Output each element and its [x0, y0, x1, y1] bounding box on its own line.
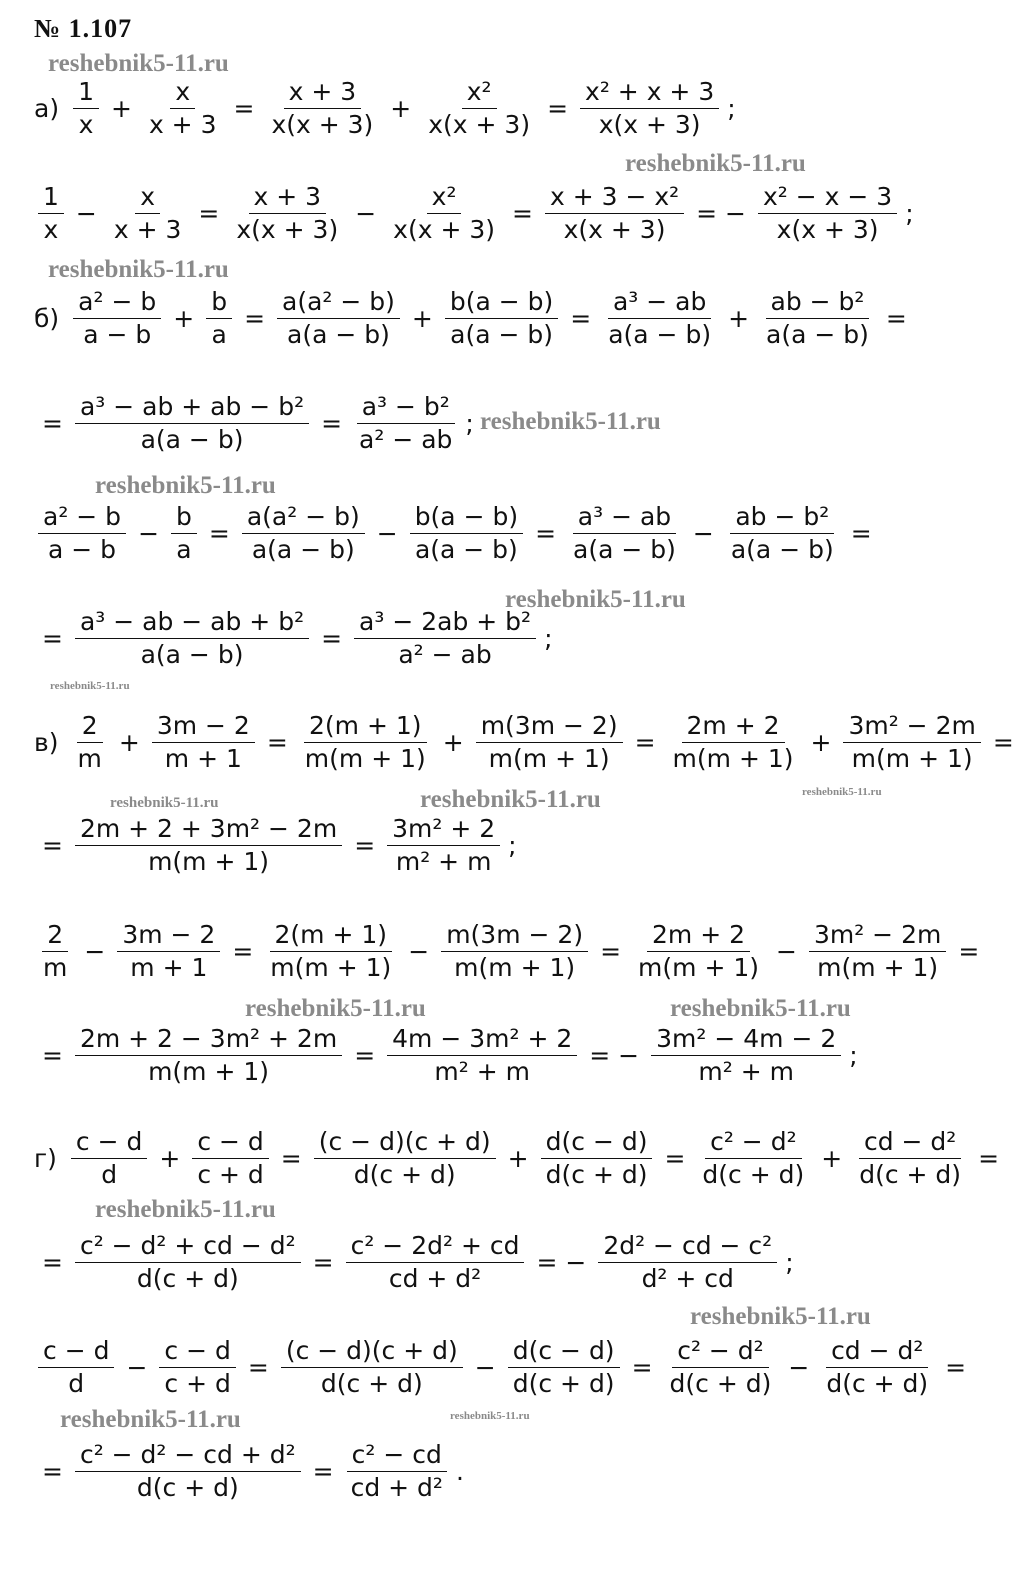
numerator: ab − b² [766, 288, 870, 319]
denominator: m(m + 1) [148, 1057, 270, 1086]
numerator: c² − d² [672, 1337, 769, 1368]
operator: = [535, 519, 557, 548]
numerator: ab − b² [730, 503, 834, 534]
operator: − [84, 937, 106, 966]
operator: + [173, 304, 195, 333]
fraction [38, 921, 72, 982]
denominator: d(c + d) [859, 1160, 962, 1189]
operator: + [821, 1144, 843, 1173]
denominator: m [43, 953, 68, 982]
denominator: x(x + 3) [393, 215, 495, 244]
watermark-small: reshebnik5-11.ru [50, 680, 130, 692]
fraction [441, 921, 588, 982]
fraction [388, 183, 500, 244]
fraction [545, 183, 684, 244]
fraction [758, 183, 897, 244]
denominator: a(a − b) [287, 320, 390, 349]
numerator: 2m + 2 + 3m² − 2m [75, 815, 342, 846]
operator: = [208, 519, 230, 548]
fraction [387, 1025, 577, 1086]
equation-line [34, 608, 553, 669]
operator: = [547, 94, 569, 123]
fraction [231, 183, 343, 244]
numerator: c² − 2d² + cd [346, 1232, 525, 1263]
operator: − [126, 1353, 148, 1382]
denominator: a(a − b) [414, 535, 518, 564]
fraction [445, 288, 558, 349]
denominator: d(c + d) [136, 1473, 239, 1502]
operator: = [600, 937, 622, 966]
denominator: d(c + d) [512, 1369, 615, 1398]
numerator: x + 3 [249, 183, 327, 214]
numerator: a(a² − b) [242, 503, 365, 534]
denominator: x(x + 3) [428, 110, 531, 139]
equation-line [34, 288, 915, 349]
denominator: a(a − b) [730, 535, 834, 564]
fraction [38, 1337, 114, 1398]
numerator: 2m + 2 [682, 712, 785, 743]
fraction [75, 1232, 301, 1293]
numerator: d(c − d) [541, 1128, 653, 1159]
punctuation: ; [727, 94, 736, 123]
operator: = [850, 519, 872, 548]
operator: = [312, 1457, 334, 1486]
numerator: c² − d² [705, 1128, 802, 1159]
watermark-small: reshebnik5-11.ru [110, 795, 219, 811]
operator: − [788, 1353, 810, 1382]
denominator: d(c + d) [545, 1160, 648, 1189]
operator: − [776, 937, 797, 966]
fraction [73, 288, 161, 349]
fraction [75, 815, 342, 876]
denominator: d(c + d) [702, 1160, 805, 1189]
fraction [651, 1025, 841, 1086]
numerator: c − d [192, 1128, 268, 1159]
operator: = [42, 1248, 63, 1277]
fraction [580, 78, 719, 139]
numerator: 2 [77, 712, 103, 743]
numerator: c² − d² + cd − d² [75, 1232, 301, 1263]
equation-line [34, 503, 880, 564]
numerator: 4m − 3m² + 2 [387, 1025, 577, 1056]
denominator: a² − ab [359, 425, 453, 454]
numerator: a³ − b² [357, 393, 455, 424]
operator: = [992, 728, 1014, 757]
operator: − [692, 519, 714, 548]
numerator: c − d [159, 1337, 235, 1368]
fraction [423, 78, 535, 139]
denominator: cd + d² [350, 1473, 443, 1502]
numerator: a³ − ab + ab − b² [75, 393, 309, 424]
fraction [387, 815, 500, 876]
fraction [265, 921, 396, 982]
numerator: a³ − ab [573, 503, 676, 534]
operator: = [885, 304, 907, 333]
punctuation: ; [785, 1248, 794, 1277]
denominator: d(c + d) [353, 1160, 456, 1189]
numerator: a² − b [73, 288, 161, 319]
equation-line [34, 78, 736, 139]
denominator: m(m + 1) [638, 953, 759, 982]
numerator: 2(m + 1) [270, 921, 393, 952]
denominator: x(x + 3) [776, 215, 879, 244]
numerator: c − d [38, 1337, 114, 1368]
fraction [300, 712, 431, 773]
operator: = [945, 1353, 967, 1382]
equation-line [34, 393, 474, 454]
operator: + [411, 304, 433, 333]
numerator: x² [462, 78, 497, 109]
operator: = [634, 728, 656, 757]
denominator: c + d [197, 1160, 264, 1189]
operator: + [442, 728, 464, 757]
fraction [668, 712, 799, 773]
numerator: 3m − 2 [152, 712, 255, 743]
fraction [192, 1128, 268, 1189]
fraction [633, 921, 764, 982]
equation-line [34, 815, 517, 876]
numerator: 3m² + 2 [387, 815, 500, 846]
fraction [508, 1337, 620, 1398]
punctuation: ; [508, 831, 517, 860]
numerator: m(3m − 2) [441, 921, 588, 952]
operator: = [247, 1353, 269, 1382]
numerator: d(c − d) [508, 1337, 620, 1368]
operator: = [354, 831, 376, 860]
numerator: c − d [71, 1128, 147, 1159]
denominator: a(a − b) [766, 320, 869, 349]
operator: − [355, 199, 377, 228]
denominator: x [43, 215, 59, 244]
operator: − [408, 937, 430, 966]
fraction [354, 393, 457, 454]
denominator: x(x + 3) [271, 110, 374, 139]
part-label: а) [34, 94, 60, 123]
operator: = [42, 1457, 63, 1486]
denominator: m(m + 1) [270, 953, 392, 982]
operator: = [312, 1248, 334, 1277]
watermark: reshebnik5-11.ru [670, 995, 851, 1022]
watermark: reshebnik5-11.ru [505, 586, 686, 613]
numerator: a³ − 2ab + b² [354, 608, 536, 639]
equation-line [34, 1337, 974, 1398]
numerator: b [171, 503, 197, 534]
operator: − [376, 519, 398, 548]
watermark-small: reshebnik5-11.ru [450, 1410, 530, 1422]
numerator: x [135, 183, 160, 214]
numerator: 1 [38, 183, 64, 214]
fraction [314, 1128, 496, 1189]
operator: + [118, 728, 140, 757]
operator: = [42, 624, 63, 653]
fraction [75, 608, 309, 669]
denominator: a [176, 535, 192, 564]
operator: = [958, 937, 980, 966]
denominator: x(x + 3) [598, 110, 701, 139]
watermark: reshebnik5-11.ru [420, 786, 601, 813]
fraction [75, 1025, 342, 1086]
fraction [346, 1441, 448, 1502]
operator: − [75, 199, 97, 228]
watermark: reshebnik5-11.ru [690, 1303, 871, 1330]
fraction [38, 503, 126, 564]
fraction [568, 503, 681, 564]
denominator: a − b [48, 535, 117, 564]
operator: = [664, 1144, 686, 1173]
fraction [38, 183, 64, 244]
punctuation: ; [849, 1041, 858, 1070]
numerator: cd − d² [859, 1128, 961, 1159]
numerator: c² − cd [347, 1441, 447, 1472]
operator: = [266, 728, 288, 757]
equation-line [34, 712, 1022, 773]
fraction [277, 288, 400, 349]
denominator: m(m + 1) [454, 953, 576, 982]
operator: = − [589, 1041, 640, 1070]
numerator: 1 [73, 78, 99, 109]
watermark: reshebnik5-11.ru [245, 995, 426, 1022]
denominator: m + 1 [164, 744, 242, 773]
denominator: x(x + 3) [236, 215, 339, 244]
watermark-small: reshebnik5-11.ru [802, 786, 882, 798]
denominator: m + 1 [130, 953, 208, 982]
denominator: a(a − b) [608, 320, 712, 349]
denominator: cd + d² [388, 1264, 482, 1293]
operator: = [321, 409, 343, 438]
numerator: c² − d² − cd + d² [75, 1441, 301, 1472]
numerator: b(a − b) [410, 503, 523, 534]
numerator: x + 3 − x² [545, 183, 684, 214]
equation-line [34, 183, 914, 244]
fraction [809, 921, 946, 982]
numerator: 2 [42, 921, 68, 952]
denominator: d(c + d) [320, 1369, 423, 1398]
equation-line [34, 921, 987, 982]
denominator: x [78, 110, 94, 139]
watermark: reshebnik5-11.ru [95, 472, 276, 499]
numerator: 3m − 2 [117, 921, 220, 952]
punctuation: ; [465, 409, 474, 438]
problem-title: № 1.107 [34, 14, 133, 43]
part-label: в) [34, 728, 59, 757]
fraction [821, 1337, 933, 1398]
numerator: x² − x − 3 [758, 183, 897, 214]
equation-line [34, 1128, 1007, 1189]
operator: = [42, 409, 63, 438]
operator: = [280, 1144, 302, 1173]
fraction [541, 1128, 653, 1189]
numerator: m(3m − 2) [476, 712, 623, 743]
operator: = [42, 1041, 63, 1070]
equation-line [34, 1232, 794, 1293]
fraction [75, 393, 309, 454]
fraction [73, 712, 107, 773]
equation-line [34, 1025, 858, 1086]
fraction [476, 712, 623, 773]
watermark: reshebnik5-11.ru [95, 1196, 276, 1223]
numerator: 2(m + 1) [304, 712, 427, 743]
operator: = [512, 199, 533, 228]
fraction [665, 1337, 777, 1398]
numerator: b [206, 288, 232, 319]
operator: + [507, 1144, 529, 1173]
denominator: m(m + 1) [851, 744, 973, 773]
numerator: 3m² − 2m [843, 712, 980, 743]
fraction [73, 78, 99, 139]
punctuation: ; [905, 199, 914, 228]
fraction [71, 1128, 147, 1189]
denominator: a(a − b) [140, 425, 244, 454]
numerator: x² + x + 3 [580, 78, 719, 109]
denominator: c + d [164, 1369, 231, 1398]
numerator: 2m + 2 − 3m² + 2m [75, 1025, 342, 1056]
denominator: m(m + 1) [817, 953, 939, 982]
operator: = [570, 304, 592, 333]
operator: = − [696, 199, 746, 228]
denominator: a(a − b) [140, 640, 244, 669]
numerator: cd − d² [826, 1337, 928, 1368]
watermark: reshebnik5-11.ru [48, 256, 229, 283]
fraction [598, 1232, 777, 1293]
fraction [354, 608, 536, 669]
operator: = [232, 937, 254, 966]
denominator: m(m + 1) [488, 744, 610, 773]
denominator: d [101, 1160, 118, 1189]
fraction [171, 503, 197, 564]
fraction [206, 288, 232, 349]
numerator: a³ − ab − ab + b² [75, 608, 309, 639]
fraction [410, 503, 523, 564]
denominator: d(c + d) [136, 1264, 239, 1293]
equation-line [34, 1441, 464, 1502]
watermark: reshebnik5-11.ru [480, 408, 661, 435]
fraction [266, 78, 378, 139]
denominator: a [211, 320, 227, 349]
fraction [726, 503, 839, 564]
fraction [346, 1232, 525, 1293]
denominator: d² + cd [641, 1264, 734, 1293]
fraction [117, 921, 220, 982]
numerator: 3m² − 2m [809, 921, 946, 952]
numerator: (c − d)(c + d) [314, 1128, 496, 1159]
fraction [843, 712, 980, 773]
denominator: m [77, 744, 102, 773]
denominator: m(m + 1) [304, 744, 426, 773]
numerator: x + 3 [284, 78, 362, 109]
numerator: a(a² − b) [277, 288, 400, 319]
operator: = [198, 199, 220, 228]
operator: = [321, 624, 343, 653]
operator: = [354, 1041, 376, 1070]
operator: + [390, 94, 412, 123]
denominator: a(a − b) [573, 535, 676, 564]
operator: = [978, 1144, 1000, 1173]
fraction [109, 183, 187, 244]
operator: + [110, 94, 132, 123]
fraction [152, 712, 255, 773]
operator: − [138, 519, 160, 548]
denominator: m² + m [698, 1057, 794, 1086]
denominator: d [68, 1369, 85, 1398]
numerator: (c − d)(c + d) [281, 1337, 463, 1368]
fraction [144, 78, 222, 139]
fraction [761, 288, 874, 349]
fraction [242, 503, 365, 564]
operator: = − [536, 1248, 587, 1277]
denominator: m(m + 1) [148, 847, 270, 876]
fraction [159, 1337, 235, 1398]
fraction [75, 1441, 301, 1502]
denominator: x(x + 3) [563, 215, 666, 244]
numerator: 2m + 2 [647, 921, 750, 952]
operator: = [233, 94, 255, 123]
fraction [697, 1128, 809, 1189]
operator: = [631, 1353, 653, 1382]
operator: − [474, 1353, 496, 1382]
operator: + [728, 304, 750, 333]
operator: + [810, 728, 832, 757]
fraction [603, 288, 716, 349]
numerator: a³ − ab [608, 288, 711, 319]
denominator: m(m + 1) [672, 744, 794, 773]
operator: = [244, 304, 266, 333]
numerator: x [170, 78, 195, 109]
denominator: m² + m [434, 1057, 530, 1086]
fraction [854, 1128, 966, 1189]
punctuation: ; [544, 624, 553, 653]
watermark: reshebnik5-11.ru [48, 50, 229, 77]
denominator: d(c + d) [826, 1369, 929, 1398]
denominator: a(a − b) [251, 535, 355, 564]
part-label: г) [34, 1144, 57, 1173]
numerator: a² − b [38, 503, 126, 534]
numerator: x² [427, 183, 462, 214]
operator: + [159, 1144, 181, 1173]
numerator: 3m² − 4m − 2 [651, 1025, 841, 1056]
watermark: reshebnik5-11.ru [625, 150, 806, 177]
operator: = [42, 831, 63, 860]
denominator: d(c + d) [669, 1369, 772, 1398]
numerator: b(a − b) [445, 288, 558, 319]
denominator: a − b [83, 320, 152, 349]
punctuation: . [455, 1457, 464, 1486]
denominator: m² + m [395, 847, 492, 876]
denominator: x + 3 [148, 110, 217, 139]
fraction [281, 1337, 463, 1398]
watermark: reshebnik5-11.ru [60, 1406, 241, 1433]
numerator: 2d² − cd − c² [598, 1232, 777, 1263]
denominator: a(a − b) [450, 320, 553, 349]
part-label: б) [34, 304, 60, 333]
denominator: x + 3 [113, 215, 182, 244]
denominator: a² − ab [398, 640, 492, 669]
